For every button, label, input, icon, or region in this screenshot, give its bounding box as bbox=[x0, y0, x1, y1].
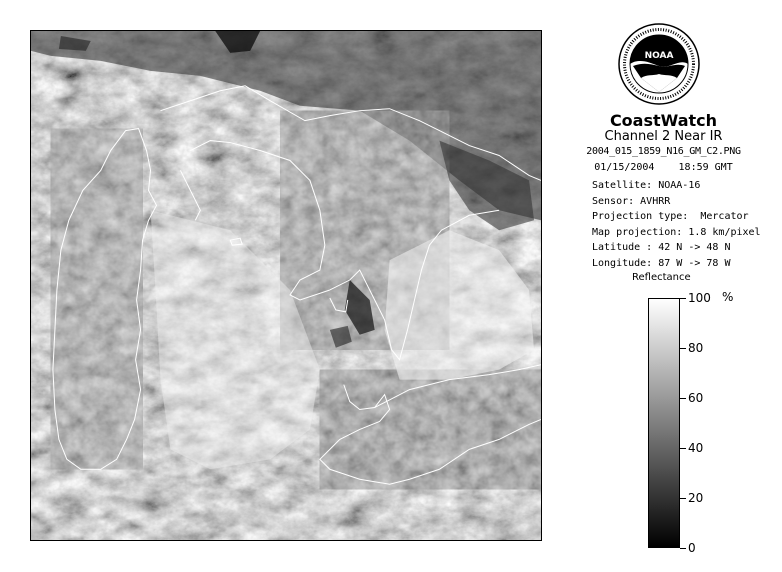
colorbar-tick-label: 40 bbox=[688, 441, 704, 455]
metadata-satellite: Satellite: NOAA-16 bbox=[592, 180, 701, 191]
image-filename: 2004_015_1859_N16_GM_C2.PNG bbox=[586, 146, 741, 157]
satellite-map bbox=[30, 30, 542, 541]
product-title: CoastWatch bbox=[609, 111, 718, 130]
acquisition-datetime: 01/15/2004 18:59 GMT bbox=[594, 162, 733, 173]
scale-title: Reflectance bbox=[632, 272, 691, 283]
reflectance-colorbar bbox=[648, 298, 680, 548]
metadata-sensor: Sensor: AVHRR bbox=[592, 195, 671, 207]
colorbar-tick bbox=[680, 398, 686, 399]
metadata-latitude: Latitude : 42 N -> 48 N bbox=[592, 242, 731, 254]
metadata-projection-type: Projection type: Mercator bbox=[592, 211, 749, 223]
channel-subtitle: Channel 2 Near IR bbox=[604, 129, 723, 144]
colorbar-tick-label: 60 bbox=[688, 391, 704, 405]
colorbar-tick bbox=[680, 448, 686, 449]
logo-center-text: NOAA bbox=[644, 51, 674, 61]
colorbar-tick-label: 20 bbox=[688, 491, 704, 505]
metadata-list bbox=[592, 178, 761, 272]
colorbar-tick bbox=[680, 548, 686, 549]
colorbar-tick-label: 0 bbox=[688, 541, 696, 555]
colorbar-tick-label: 100 bbox=[688, 291, 711, 305]
scale-unit: % bbox=[722, 290, 734, 304]
metadata-longitude: Longitude: 87 W -> 78 W bbox=[592, 257, 731, 269]
noaa-logo-icon bbox=[617, 22, 701, 106]
satellite-image bbox=[31, 31, 541, 540]
colorbar-tick bbox=[680, 498, 686, 499]
colorbar-tick bbox=[680, 298, 686, 299]
colorbar-tick-label: 80 bbox=[688, 341, 704, 355]
metadata-map-projection: Map projection: 1.8 km/pixel bbox=[592, 226, 761, 238]
colorbar-tick bbox=[680, 348, 686, 349]
